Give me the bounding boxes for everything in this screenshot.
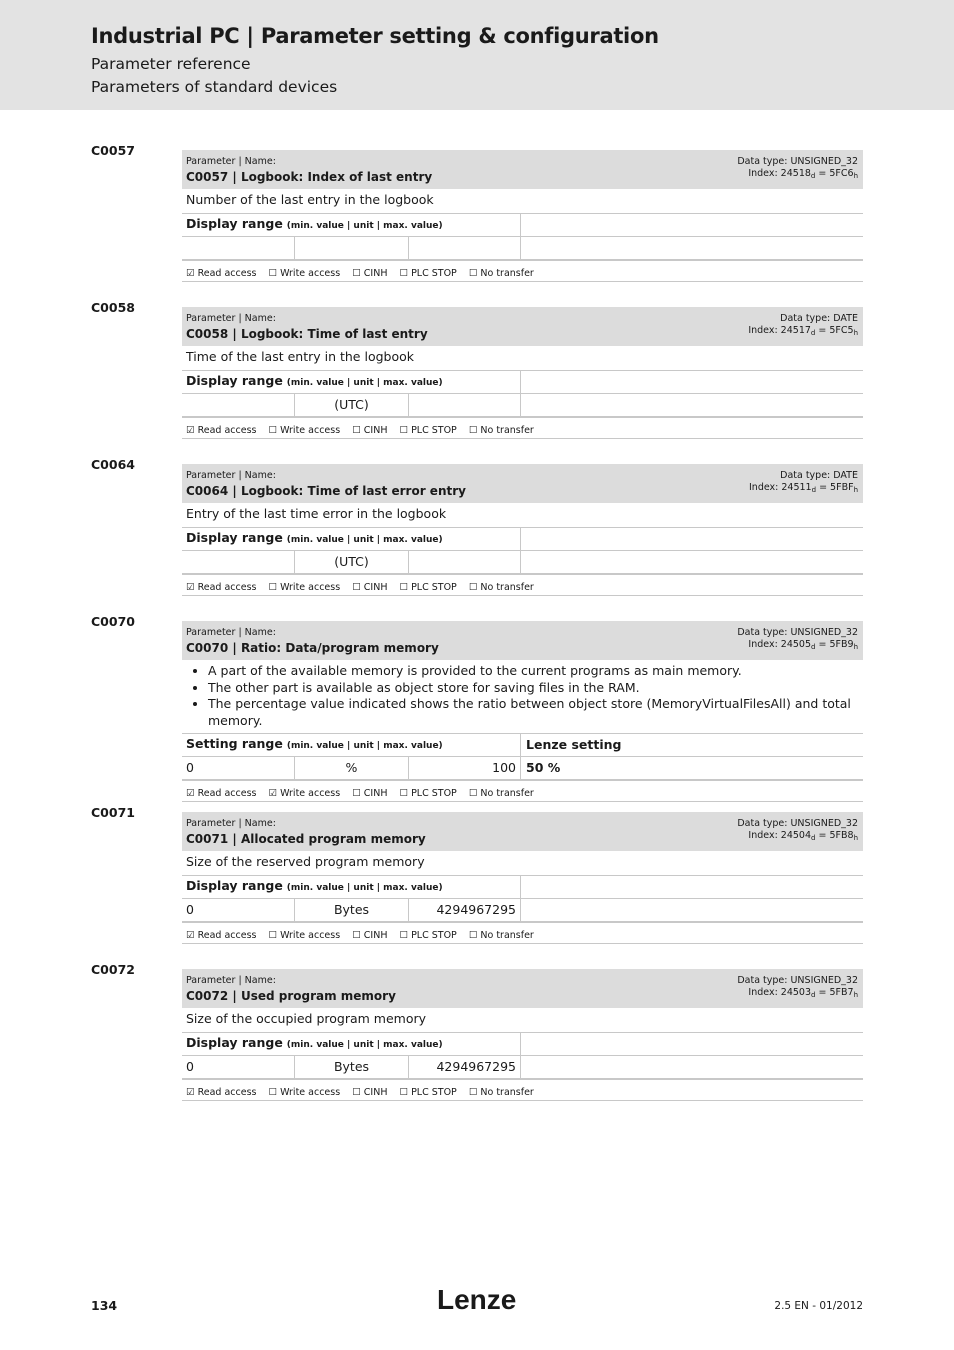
unit-value: Bytes <box>295 1056 409 1078</box>
parameter-description: Time of the last entry in the logbook <box>182 346 863 371</box>
data-type: Data type: UNSIGNED_32 <box>737 818 858 829</box>
parameter-name: C0057 | Logbook: Index of last entry <box>186 170 433 184</box>
min-value: 0 <box>182 757 295 779</box>
range-label: Display range (min. value | unit | max. value) <box>182 1033 521 1055</box>
parameter-name: C0072 | Used program memory <box>186 989 396 1003</box>
range-value-row <box>182 237 863 260</box>
range-value-row <box>182 1056 863 1079</box>
empty-right-cell <box>521 899 863 921</box>
max-value <box>409 237 521 259</box>
range-header-row <box>182 214 863 237</box>
page-header <box>0 0 954 110</box>
range-header-row <box>182 371 863 394</box>
write-access-flag: ☐ Write access <box>268 1086 341 1098</box>
unit-value: % <box>295 757 409 779</box>
data-type: Data type: UNSIGNED_32 <box>737 975 858 986</box>
write-access-flag: ☐ Write access <box>268 581 341 593</box>
parameter-name: C0064 | Logbook: Time of last error entry <box>186 484 466 498</box>
data-type: Data type: UNSIGNED_32 <box>737 156 858 167</box>
parameter-name: C0070 | Ratio: Data/program memory <box>186 641 439 655</box>
min-value: 0 <box>182 899 295 921</box>
no-transfer-flag: ☐ No transfer <box>468 424 534 436</box>
parameter-description <box>182 660 863 734</box>
cinh-flag: ☐ CINH <box>352 1086 388 1098</box>
read-access-flag: ☑ Read access <box>186 581 257 593</box>
parameter-header <box>182 307 863 346</box>
parameter-name-label: Parameter | Name: <box>186 156 276 167</box>
parameter-index: Index: $24505_d = 5FB9_h$ <box>748 639 858 651</box>
read-access-flag: ☑ Read access <box>186 424 257 436</box>
min-value <box>182 394 295 416</box>
unit-value: (UTC) <box>295 551 409 573</box>
parameter-index: Index: $24504_d = 5FB8_h$ <box>748 830 858 842</box>
unit-value <box>295 237 409 259</box>
access-flags <box>182 1079 863 1101</box>
max-value: 4294967295 <box>409 1056 521 1078</box>
range-header-row <box>182 1033 863 1056</box>
parameter-index: Index: $24503_d = 5FB7_h$ <box>748 987 858 999</box>
parameter-box <box>182 812 863 944</box>
parameter-code: C0064 <box>91 457 135 472</box>
write-access-flag: ☐ Write access <box>268 267 341 279</box>
plc-stop-flag: ☐ PLC STOP <box>399 267 457 279</box>
range-label: Display range (min. value | unit | max. value) <box>182 528 521 550</box>
access-flags <box>182 417 863 439</box>
unit-value: Bytes <box>295 899 409 921</box>
data-type: Data type: DATE <box>780 313 858 324</box>
no-transfer-flag: ☐ No transfer <box>468 1086 534 1098</box>
read-access-flag: ☑ Read access <box>186 788 257 799</box>
data-type: Data type: UNSIGNED_32 <box>737 627 858 638</box>
max-value <box>409 394 521 416</box>
parameter-box <box>182 307 863 439</box>
min-value: 0 <box>182 1056 295 1078</box>
read-access-flag: ☑ Read access <box>186 1086 257 1098</box>
no-transfer-flag: ☐ No transfer <box>468 788 534 799</box>
parameter-description: Size of the occupied program memory <box>182 1008 863 1033</box>
range-header-row <box>182 876 863 899</box>
plc-stop-flag: ☐ PLC STOP <box>399 788 457 799</box>
access-flags <box>182 260 863 282</box>
page-title: Industrial PC | Parameter setting & configuration <box>91 24 659 48</box>
parameter-code: C0058 <box>91 300 135 315</box>
cinh-flag: ☐ CINH <box>352 929 388 941</box>
parameter-description: Number of the last entry in the logbook <box>182 189 863 214</box>
max-value: 100 <box>409 757 521 779</box>
parameter-box <box>182 621 863 802</box>
parameter-code: C0057 <box>91 143 135 158</box>
cinh-flag: ☐ CINH <box>352 581 388 593</box>
range-value-row <box>182 394 863 417</box>
plc-stop-flag: ☐ PLC STOP <box>399 424 457 436</box>
logo-text: Lenze <box>437 1285 517 1315</box>
empty-right-cell <box>521 371 863 393</box>
lenze-setting-value: 50 % <box>526 760 561 775</box>
page-subtitle-2: Parameters of standard devices <box>91 78 338 96</box>
cinh-flag: ☐ CINH <box>352 267 388 279</box>
min-value <box>182 237 295 259</box>
data-type: Data type: DATE <box>780 470 858 481</box>
empty-right-cell <box>521 1056 863 1078</box>
parameter-header <box>182 150 863 189</box>
parameter-box <box>182 150 863 282</box>
range-value-row <box>182 551 863 574</box>
parameter-code: C0072 <box>91 962 135 977</box>
empty-right-cell <box>521 237 863 259</box>
access-flags <box>182 780 863 802</box>
cinh-flag: ☐ CINH <box>352 424 388 436</box>
lenze-logo <box>437 1285 517 1315</box>
parameter-header <box>182 464 863 503</box>
parameter-name: C0058 | Logbook: Time of last entry <box>186 327 428 341</box>
range-label: Display range (min. value | unit | max. value) <box>182 876 521 898</box>
plc-stop-flag: ☐ PLC STOP <box>399 581 457 593</box>
max-value <box>409 551 521 573</box>
range-label: Display range (min. value | unit | max. value) <box>182 214 521 236</box>
parameter-index: Index: $24518_d = 5FC6_h$ <box>748 168 858 180</box>
parameter-name: C0071 | Allocated program memory <box>186 832 426 846</box>
parameter-header <box>182 812 863 851</box>
empty-right-cell <box>521 876 863 898</box>
access-flags <box>182 922 863 944</box>
description-bullet: • A part of the available memory is provided to the current programs as main memory. <box>208 663 859 680</box>
parameter-name-label: Parameter | Name: <box>186 313 276 324</box>
range-value-row <box>182 899 863 922</box>
lenze-setting-label: Lenze setting <box>526 737 622 752</box>
parameter-description: Entry of the last time error in the logbook <box>182 503 863 528</box>
empty-right-cell <box>521 214 863 236</box>
parameter-code: C0070 <box>91 614 135 629</box>
read-access-flag: ☑ Read access <box>186 929 257 941</box>
access-flags <box>182 574 863 596</box>
parameter-index: Index: $24517_d = 5FC5_h$ <box>748 325 858 337</box>
write-access-flag: ☐ Write access <box>268 929 341 941</box>
empty-right-cell <box>521 1033 863 1055</box>
range-header-row <box>182 528 863 551</box>
parameter-header <box>182 969 863 1008</box>
empty-right-cell <box>521 551 863 573</box>
no-transfer-flag: ☐ No transfer <box>468 581 534 593</box>
plc-stop-flag: ☐ PLC STOP <box>399 929 457 941</box>
cinh-flag: ☐ CINH <box>352 788 388 799</box>
parameter-description: Size of the reserved program memory <box>182 851 863 876</box>
description-bullet: • The percentage value indicated shows the ratio between object store (MemoryVirtualFilesAll) and total memory. <box>208 696 859 729</box>
write-access-flag: ☑ Write access <box>268 788 341 799</box>
parameter-name-label: Parameter | Name: <box>186 470 276 481</box>
parameter-header <box>182 621 863 660</box>
empty-right-cell <box>521 528 863 550</box>
parameter-box <box>182 969 863 1101</box>
parameter-name-label: Parameter | Name: <box>186 975 276 986</box>
parameter-name-label: Parameter | Name: <box>186 627 276 638</box>
parameter-box <box>182 464 863 596</box>
write-access-flag: ☐ Write access <box>268 424 341 436</box>
range-label: Display range (min. value | unit | max. value) <box>182 371 521 393</box>
plc-stop-flag: ☐ PLC STOP <box>399 1086 457 1098</box>
document-version: 2.5 EN - 01/2012 <box>774 1300 863 1312</box>
unit-value: (UTC) <box>295 394 409 416</box>
min-value <box>182 551 295 573</box>
parameter-index: Index: $24511_d = 5FBF_h$ <box>749 482 858 494</box>
range-header-row <box>182 734 863 757</box>
range-value-row <box>182 757 863 780</box>
no-transfer-flag: ☐ No transfer <box>468 929 534 941</box>
description-bullet: • The other part is available as object store for saving files in the RAM. <box>208 680 859 697</box>
page-subtitle-1: Parameter reference <box>91 55 251 73</box>
empty-right-cell <box>521 394 863 416</box>
read-access-flag: ☑ Read access <box>186 267 257 279</box>
parameter-code: C0071 <box>91 805 135 820</box>
parameter-name-label: Parameter | Name: <box>186 818 276 829</box>
page-number: 134 <box>91 1298 118 1313</box>
range-label: Setting range (min. value | unit | max. value) <box>182 734 521 756</box>
no-transfer-flag: ☐ No transfer <box>468 267 534 279</box>
max-value: 4294967295 <box>409 899 521 921</box>
